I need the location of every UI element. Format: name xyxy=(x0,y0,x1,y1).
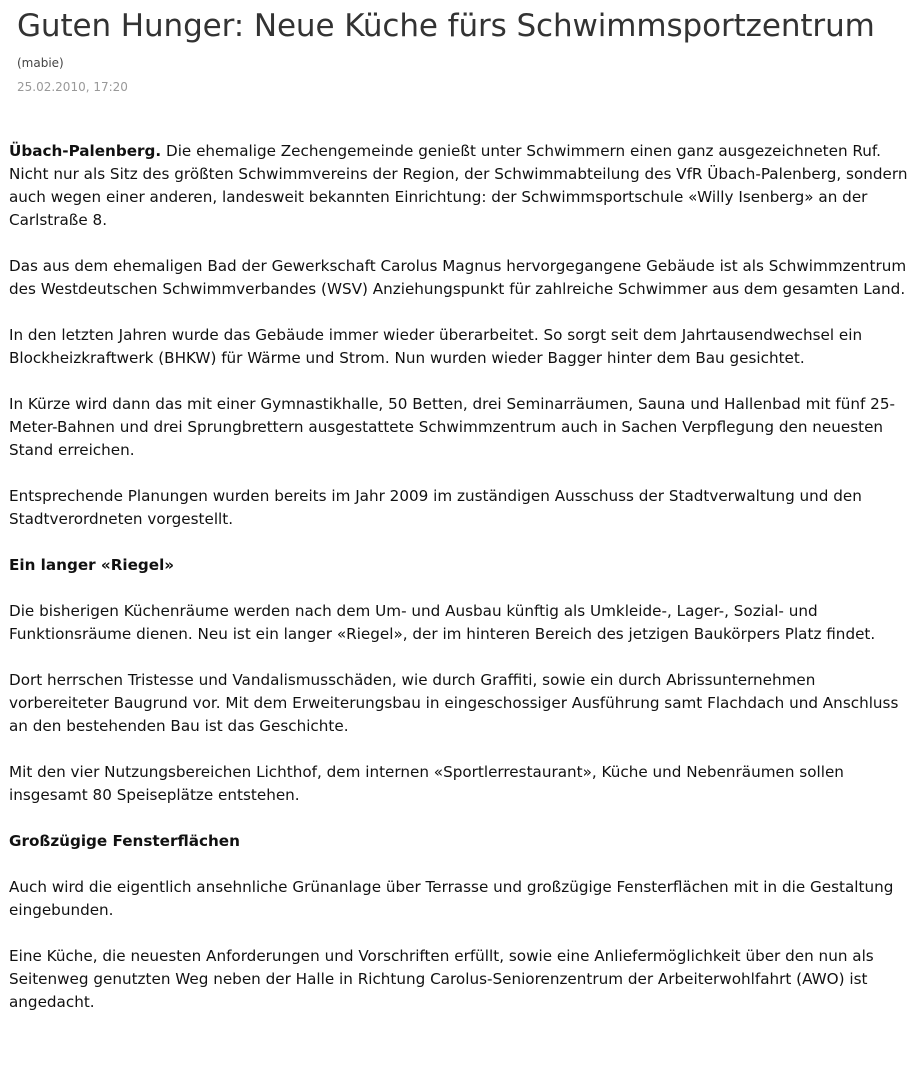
article-author: (mabie) xyxy=(17,56,64,70)
article-title: Guten Hunger: Neue Küche fürs Schwimmsportzentrum xyxy=(17,8,875,44)
paragraph-1-text: Die ehemalige Zechengemeinde genießt unter Schwimmern einen ganz ausgezeichneten Ruf. Nicht nur als Sitz des größten Schwimmvereins der Region, der Schwimmabteilung des VfR Übach-Palenberg, sondern auch wegen einer anderen, landesweit bekannten Einrichtung: der Schwimmsportschule «Willy Isenberg» an der Carlstraße 8. xyxy=(9,142,908,229)
article-paragraph-4: In Kürze wird dann das mit einer Gymnastikhalle, 50 Betten, drei Seminarräumen, Sauna und Hallenbad mit fünf 25-Meter-Bahnen und drei Sprungbrettern ausgestattete Schwimmzentrum auch in Sachen Verpflegung den neuesten Stand erreichen. xyxy=(9,395,895,459)
article-paragraph-8: Mit den vier Nutzungsbereichen Lichthof, dem internen «Sportlerrestaurant», Küche und Nebenräumen sollen insgesamt 80 Speiseplätze entstehen. xyxy=(9,763,844,804)
article-paragraph-9: Auch wird die eigentlich ansehnliche Grünanlage über Terrasse und großzügige Fensterflächen mit in die Gestaltung eingebunden. xyxy=(9,878,894,919)
article-paragraph-1 xyxy=(9,140,914,232)
article-date: 25.02.2010, 17:20 xyxy=(17,80,128,94)
lead-location: Übach-Palenberg. xyxy=(9,142,162,160)
article-paragraph-6: Die bisherigen Küchenräume werden nach dem Um- und Ausbau künftig als Umkleide-, Lager-, Sozial- und Funktionsräume dienen. Neu ist ein langer «Riegel», der im hinteren Bereich des jetzigen Baukörpers Platz findet. xyxy=(9,602,876,643)
article-paragraph-7: Dort herrschen Tristesse und Vandalismusschäden, wie durch Graffiti, sowie ein durch Abrissunternehmen vorbereiteter Baugrund vor. Mit dem Erweiterungsbau in eingeschossiger Ausführung samt Flachdach und Anschluss an den bestehenden Bau ist das Geschichte. xyxy=(9,671,899,735)
section-heading-1: Ein langer «Riegel» xyxy=(9,556,175,574)
section-heading-2: Großzügige Fensterflächen xyxy=(9,832,240,850)
article-body xyxy=(9,140,914,1037)
article-paragraph-3: In den letzten Jahren wurde das Gebäude immer wieder überarbeitet. So sorgt seit dem Jahrtausendwechsel ein Blockheizkraftwerk (BHKW) für Wärme und Strom. Nun wurden wieder Bagger hinter dem Bau gesichtet. xyxy=(9,326,863,367)
article-paragraph-2: Das aus dem ehemaligen Bad der Gewerkschaft Carolus Magnus hervorgegangene Gebäude ist als Schwimmzentrum des Westdeutschen Schwimmverbandes (WSV) Anziehungspunkt für zahlreiche Schwimmer aus dem gesamten Land. xyxy=(9,257,907,298)
article-paragraph-10: Eine Küche, die neuesten Anforderungen und Vorschriften erfüllt, sowie eine Anliefermöglichkeit über den nun als Seitenweg genutzten Weg neben der Halle in Richtung Carolus-Seniorenzentrum der Arbeiterwohlfahrt (AWO) ist angedacht. xyxy=(9,947,874,1011)
article-paragraph-5: Entsprechende Planungen wurden bereits im Jahr 2009 im zuständigen Ausschuss der Stadtverwaltung und den Stadtverordneten vorgestellt. xyxy=(9,487,862,528)
